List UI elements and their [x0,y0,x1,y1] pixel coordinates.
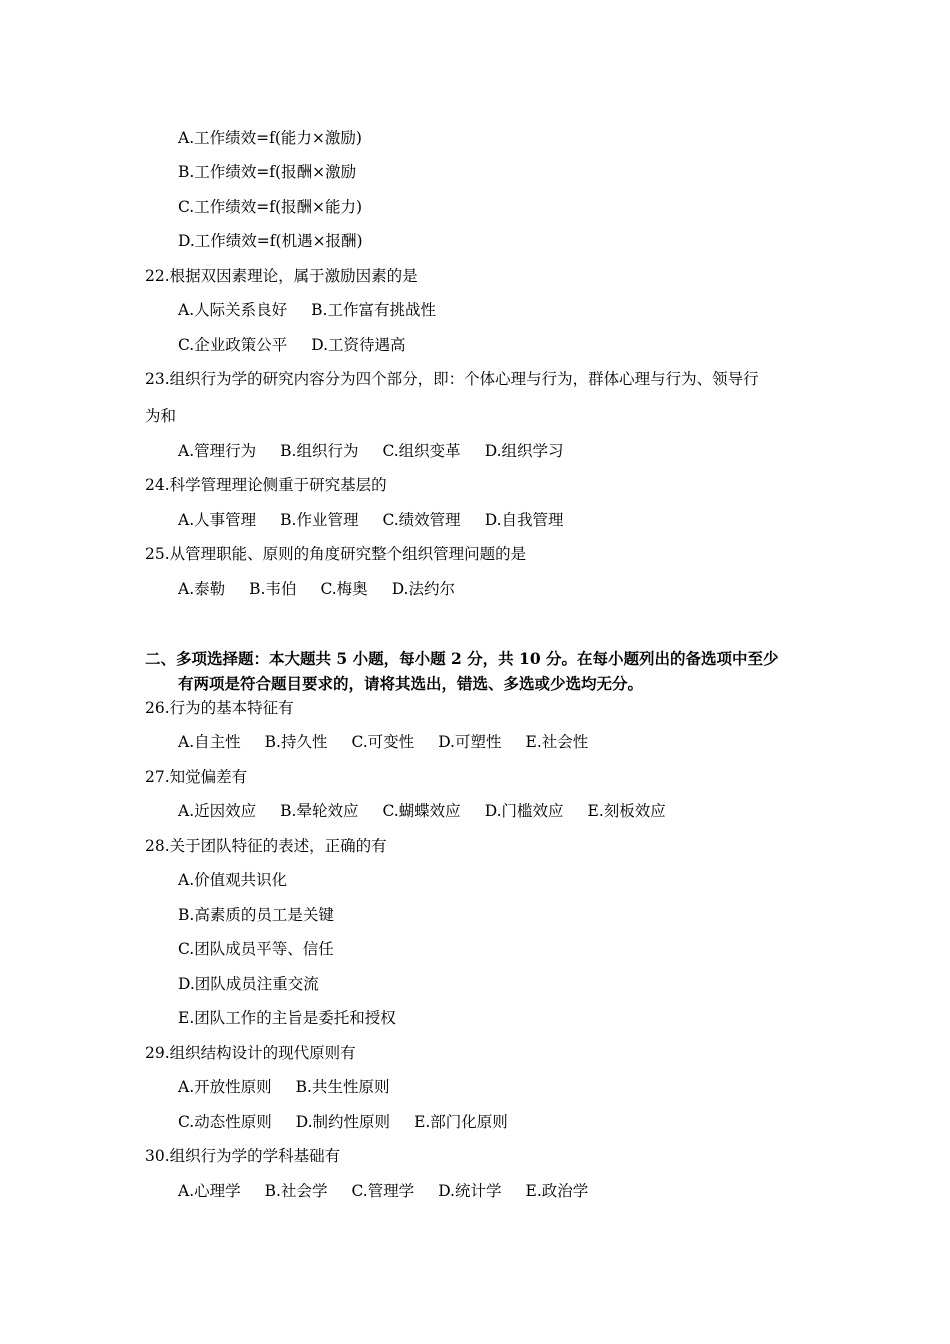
q26-option-c: C.可变性 [351,733,415,751]
q30-option-d: D.统计学 [438,1182,502,1200]
q25-option-c: C.梅奥 [320,580,368,598]
q26-options [178,732,588,752]
q28-option-b: B.高素质的员工是关键 [178,906,334,924]
q30-option-b: B.社会学 [264,1182,328,1200]
section2-heading-line2: 有两项是符合题目要求的，请将其选出，错选、多选或少选均无分。 [178,674,644,693]
q25-option-a: A.泰勒 [178,580,226,598]
q30-option-e: E.政治学 [525,1182,589,1200]
q29-option-d: D.制约性原则 [295,1113,391,1131]
q22-options-row1 [178,300,436,320]
q23-option-c: C.组织变革 [382,442,461,460]
q23-options [178,441,564,461]
q25-options [178,579,455,599]
q26-option-b: B.持久性 [264,733,328,751]
q29-stem: 29.组织结构设计的现代原则有 [145,1044,356,1062]
q26-option-a: A.自主性 [178,733,241,751]
q25-option-d: D.法约尔 [391,580,455,598]
q29-option-b: B.共生性原则 [295,1078,390,1096]
q21-option-b: B.工作绩效=f(报酬×激励 [178,163,357,181]
q29-options-row2 [178,1112,508,1132]
q24-option-b: B.作业管理 [280,511,359,529]
q22-option-b: B.工作富有挑战性 [311,301,436,319]
q24-option-c: C.绩效管理 [382,511,461,529]
q26-option-d: D.可塑性 [438,733,502,751]
q27-options [178,801,666,821]
q22-option-a: A.人际关系良好 [178,301,288,319]
q27-option-c: C.蝴蝶效应 [382,802,461,820]
q28-option-c: C.团队成员平等、信任 [178,940,334,958]
q28-option-a: A.价值观共识化 [178,871,288,889]
q21-option-d: D.工作绩效=f(机遇×报酬) [178,232,363,250]
q30-option-a: A.心理学 [178,1182,241,1200]
section2-heading-line1: 二、多项选择题：本大题共 5 小题，每小题 2 分，共 10 分。在每小题列出的备选项中至少 [145,649,779,668]
q28-option-e: E.团队工作的主旨是委托和授权 [178,1009,396,1027]
q29-options-row1 [178,1077,389,1097]
q29-option-c: C.动态性原则 [178,1113,272,1131]
q28-option-d: D.团队成员注重交流 [178,975,319,993]
q27-option-e: E.刻板效应 [587,802,666,820]
q23-stem-line1: 23.组织行为学的研究内容分为四个部分，即：个体心理与行为，群体心理与行为、领导行 [145,370,759,388]
q22-option-c: C.企业政策公平 [178,336,288,354]
q26-option-e: E.社会性 [525,733,589,751]
q24-options [178,510,564,530]
q30-stem: 30.组织行为学的学科基础有 [145,1147,341,1165]
q23-option-b: B.组织行为 [280,442,359,460]
q22-stem: 22.根据双因素理论，属于激励因素的是 [145,267,418,285]
q30-option-c: C.管理学 [351,1182,415,1200]
q28-stem: 28.关于团队特征的表述，正确的有 [145,837,387,855]
q25-option-b: B.韦伯 [249,580,297,598]
q24-option-d: D.自我管理 [484,511,564,529]
q21-option-c: C.工作绩效=f(报酬×能力) [178,198,363,216]
q24-stem: 24.科学管理理论侧重于研究基层的 [145,476,387,494]
q22-options-row2 [178,335,406,355]
q23-option-a: A.管理行为 [178,442,257,460]
q30-options [178,1181,588,1201]
q21-option-a: A.工作绩效=f(能力×激励) [178,129,362,147]
q23-option-d: D.组织学习 [484,442,564,460]
q27-option-d: D.门槛效应 [484,802,564,820]
q24-option-a: A.人事管理 [178,511,257,529]
q25-stem: 25.从管理职能、原则的角度研究整个组织管理问题的是 [145,545,527,563]
q27-option-a: A.近因效应 [178,802,257,820]
q27-option-b: B.晕轮效应 [280,802,359,820]
q27-stem: 27.知觉偏差有 [145,768,248,786]
q26-stem: 26.行为的基本特征有 [145,699,294,717]
q23-stem-line2: 为和 [145,407,177,425]
q29-option-a: A.开放性原则 [178,1078,272,1096]
q22-option-d: D.工资待遇高 [311,336,406,354]
q29-option-e: E.部门化原则 [414,1113,508,1131]
